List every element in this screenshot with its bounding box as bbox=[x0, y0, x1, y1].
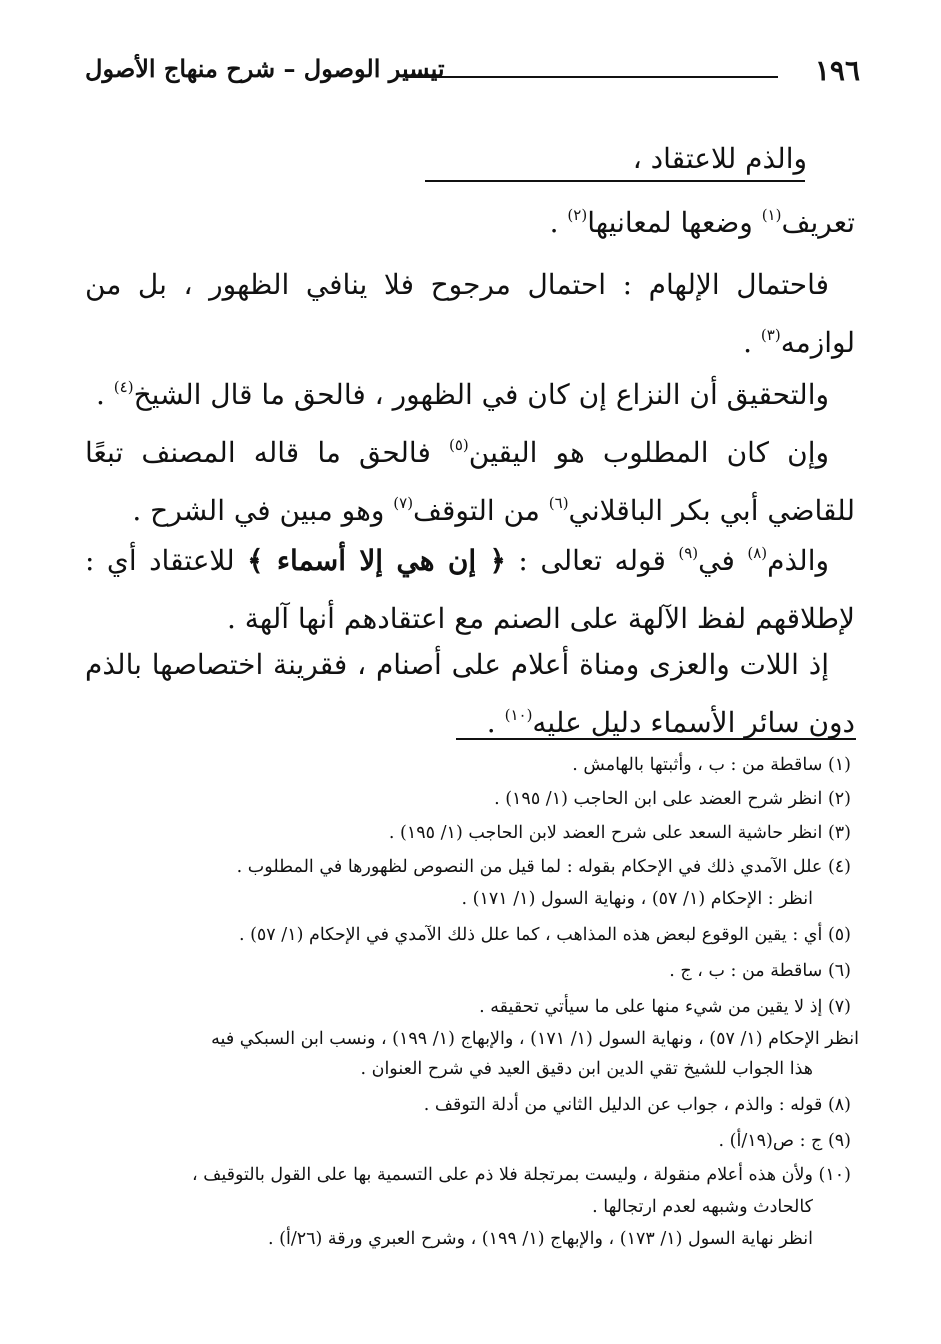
footnote-10-continued-1: كالحادث وشبهه لعدم ارتجالها . bbox=[592, 1197, 813, 1217]
footnote-7-continued-1: انظر الإحكام (١/ ٥٧) ، ونهاية السول (١/ ١٧١) ، والإبهاج (١/ ١٩٩) ، ونسب ابن السبكي فيه bbox=[211, 1029, 859, 1049]
header-rule bbox=[405, 76, 778, 78]
page-number: ١٩٦ bbox=[814, 54, 860, 87]
footnote-10: (١٠) ولأن هذه أعلام منقولة ، وليست بمرتجلة فلا ذم على التسمية بها على القول بالتوقيف ، bbox=[192, 1165, 851, 1185]
footnote-7: (٧) إذ لا يقين من شيء منها على ما سيأتي تحقيقه . bbox=[479, 997, 851, 1017]
footnote-ref: (٢) bbox=[567, 206, 588, 224]
footnote-ref: (٨) bbox=[747, 544, 768, 562]
footnote-2: (٢) انظر شرح العضد على ابن الحاجب (١/ ١٩٥) . bbox=[494, 789, 851, 809]
footnote-ref: (١) bbox=[761, 206, 782, 224]
footnote-ref: (٤) bbox=[113, 378, 134, 396]
footnote-ref: (٩) bbox=[678, 544, 699, 562]
footnote-ref: (٦) bbox=[548, 494, 569, 512]
footnote-1: (١) ساقطة من : ب ، وأثبتها بالهامش . bbox=[572, 755, 851, 775]
paragraph-2: فاحتمال الإلهام : احتمال مرجوح فلا ينافي الظهور ، بل من لوازمه$^{(٣)}$ . bbox=[85, 268, 855, 359]
footnote-3: (٣) انظر حاشية السعد على شرح العضد لابن الحاجب (١/ ١٩٥) . bbox=[388, 823, 851, 843]
section-heading: والذم للاعتقاد ، bbox=[632, 142, 807, 175]
heading-rule bbox=[425, 180, 805, 182]
footnote-6: (٦) ساقطة من : ب ، ج . bbox=[669, 961, 851, 981]
footnote-ref: (٥) bbox=[448, 436, 469, 454]
footnote-ref: (١٠) bbox=[504, 706, 533, 724]
footnote-5: (٥) أي : يقين الوقوع لبعض هذه المذاهب ، كما علل ذلك الآمدي في الإحكام (١/ ٥٧) . bbox=[238, 925, 851, 945]
footnote-8: (٨) قوله : والذم ، جواب عن الدليل الثاني من أدلة التوقف . bbox=[423, 1095, 851, 1115]
paragraph-1: تعريف$^{(١)}$ وضعها لمعانيها$^{(٢)}$ . bbox=[549, 206, 855, 239]
footnote-9: (٩) ج : ص(١٩/أ) . bbox=[718, 1131, 851, 1151]
paragraph-5: والذم$^{(٨)}$ في$^{(٩)}$ قوله تعالى : ﴿ إن هي إلا أسماء ﴾ للاعتقاد أي : لإطلاقهم لفظ الآلهة على الصنم مع اعتقادهم أنها آلهة . bbox=[85, 544, 855, 635]
footnote-4-continued: انظر : الإحكام (١/ ٥٧) ، ونهاية السول (١/ ١٧١) . bbox=[461, 889, 813, 909]
paragraph-4: وإن كان المطلوب هو اليقين$^{(٥)}$ فالحق ما قاله المصنف تبعًا للقاضي أبي بكر الباقلاني$^{(٦)}$ من التوقف$^{(٧)}$ وهو مبين في الشرح . bbox=[85, 436, 855, 527]
quran-verse: ﴿ إن هي إلا أسماء ﴾ bbox=[247, 544, 506, 577]
paragraph-6: إذ اللات والعزى ومناة أعلام على أصنام ، فقرينة اختصاصها بالذم دون سائر الأسماء دليل عليه$^{(١٠)}$ . bbox=[85, 648, 855, 739]
book-title: تيسير الوصول – شرح منهاج الأصول bbox=[85, 54, 445, 83]
footnote-ref: (٧) bbox=[393, 494, 414, 512]
page-header bbox=[85, 48, 860, 98]
paragraph-3: والتحقيق أن النزاع إن كان في الظهور ، فالحق ما قال الشيخ$^{(٤)}$ . bbox=[95, 378, 829, 411]
footnote-ref: (٣) bbox=[760, 326, 781, 344]
footnote-10-continued-2: انظر نهاية السول (١/ ١٧٣) ، والإبهاج (١/ ١٩٩) ، وشرح العبري ورقة (٢٦/أ) . bbox=[268, 1229, 813, 1249]
footnote-7-continued-2: هذا الجواب للشيخ تقي الدين ابن دقيق العيد في شرح العنوان . bbox=[360, 1059, 813, 1079]
footnote-4: (٤) علل الآمدي ذلك في الإحكام بقوله : لما قيل من النصوص لظهورها في المطلوب . bbox=[236, 857, 851, 877]
footnote-separator bbox=[456, 738, 856, 740]
